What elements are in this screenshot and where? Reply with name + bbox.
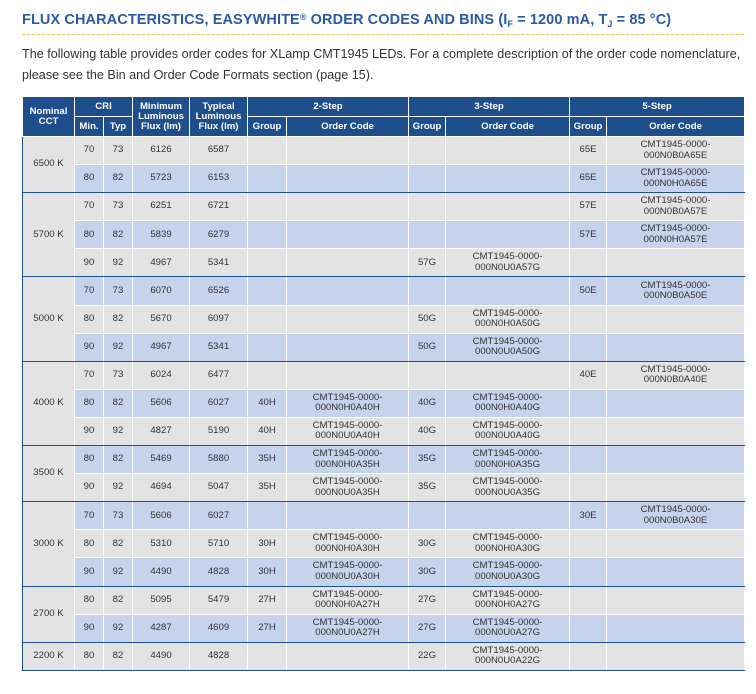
- step5-group-cell: [570, 333, 607, 361]
- min-flux-cell: 5670: [133, 305, 190, 333]
- cri-min-cell: 70: [75, 502, 104, 530]
- step5-group-cell: [570, 249, 607, 277]
- step3-order-code-cell: CMT1945-0000- 000N0U0A30G: [446, 558, 570, 586]
- typ-flux-cell: 5190: [190, 417, 248, 445]
- step5-group-cell: [570, 642, 607, 670]
- step2-order-code-cell: CMT1945-0000- 000N0U0A35H: [287, 474, 409, 502]
- step5-order-code-cell: CMT1945-0000- 000N0B0A65E: [607, 137, 745, 165]
- cri-min-cell: 90: [75, 417, 104, 445]
- table-row: [23, 417, 745, 445]
- step2-order-code-cell: CMT1945-0000- 000N0U0A40H: [287, 417, 409, 445]
- nominal-cct-cell: 6500 K: [23, 137, 75, 193]
- typ-flux-cell: 5880: [190, 446, 248, 474]
- step5-order-code-cell: CMT1945-0000- 000N0H0A57E: [607, 221, 745, 249]
- table-row: [23, 277, 745, 305]
- nominal-cct-cell: 5700 K: [23, 193, 75, 277]
- step3-group-cell: 22G: [409, 642, 446, 670]
- step2-group-cell: 40H: [248, 389, 287, 417]
- step3-group-cell: [409, 502, 446, 530]
- step2-group-cell: 40H: [248, 417, 287, 445]
- cri-typ-cell: 92: [104, 614, 133, 642]
- step5-order-code-cell: CMT1945-0000- 000N0B0A50E: [607, 277, 745, 305]
- step3-order-code-cell: CMT1945-0000- 000N0U0A35G: [446, 474, 570, 502]
- table-row: [23, 389, 745, 417]
- cri-min-cell: 90: [75, 614, 104, 642]
- step5-order-code-cell: CMT1945-0000- 000N0B0A30E: [607, 502, 745, 530]
- cri-min-cell: 80: [75, 165, 104, 193]
- step2-order-code-cell: [287, 221, 409, 249]
- step5-group-cell: [570, 446, 607, 474]
- step5-group-cell: [570, 305, 607, 333]
- cri-min-cell: 70: [75, 193, 104, 221]
- intro-paragraph: The following table provides order codes for XLamp CMT1945 LEDs. For a complete description of the order code nomenclature, please see the Bin and Order Code Formats section (page 15).: [22, 47, 741, 82]
- step3-group-cell: 35G: [409, 446, 446, 474]
- step5-group-cell: [570, 389, 607, 417]
- step2-group-cell: 30H: [248, 558, 287, 586]
- step3-group-cell: 50G: [409, 333, 446, 361]
- step3-order-code-cell: [446, 502, 570, 530]
- step5-order-code-cell: [607, 417, 745, 445]
- header-cri-min: Min.: [75, 117, 104, 137]
- step3-group-cell: 40G: [409, 417, 446, 445]
- step5-order-code-cell: CMT1945-0000- 000N0B0A40E: [607, 361, 745, 389]
- step2-order-code-cell: [287, 165, 409, 193]
- step2-group-cell: [248, 249, 287, 277]
- cri-min-cell: 90: [75, 474, 104, 502]
- step3-group-cell: [409, 137, 446, 165]
- step5-group-cell: [570, 474, 607, 502]
- cri-min-cell: 80: [75, 446, 104, 474]
- cri-typ-cell: 92: [104, 558, 133, 586]
- min-flux-cell: 4490: [133, 642, 190, 670]
- min-flux-cell: 6024: [133, 361, 190, 389]
- min-flux-cell: 5469: [133, 446, 190, 474]
- table-row: [23, 333, 745, 361]
- step2-order-code-cell: [287, 277, 409, 305]
- step3-group-cell: [409, 165, 446, 193]
- step3-order-code-cell: CMT1945-0000- 000N0U0A40G: [446, 417, 570, 445]
- min-flux-cell: 4490: [133, 558, 190, 586]
- table-row: [23, 614, 745, 642]
- table-row: [23, 249, 745, 277]
- cri-typ-cell: 82: [104, 305, 133, 333]
- step2-order-code-cell: [287, 361, 409, 389]
- table-row: [23, 642, 745, 670]
- cri-typ-cell: 82: [104, 586, 133, 614]
- step5-group-cell: 30E: [570, 502, 607, 530]
- table-body: [23, 137, 745, 671]
- cri-min-cell: 80: [75, 305, 104, 333]
- typ-flux-cell: 5479: [190, 586, 248, 614]
- typ-flux-cell: 6027: [190, 389, 248, 417]
- step5-group-cell: 65E: [570, 137, 607, 165]
- step2-order-code-cell: [287, 305, 409, 333]
- cri-typ-cell: 73: [104, 193, 133, 221]
- cri-min-cell: 70: [75, 137, 104, 165]
- table-row: [23, 305, 745, 333]
- step3-group-cell: [409, 277, 446, 305]
- typ-flux-cell: 5341: [190, 333, 248, 361]
- min-flux-cell: 6126: [133, 137, 190, 165]
- cri-typ-cell: 92: [104, 417, 133, 445]
- step3-order-code-cell: [446, 361, 570, 389]
- min-flux-cell: 5606: [133, 502, 190, 530]
- cri-min-cell: 90: [75, 558, 104, 586]
- step2-order-code-cell: [287, 249, 409, 277]
- typ-flux-cell: 6279: [190, 221, 248, 249]
- nominal-cct-cell: 2200 K: [23, 642, 75, 670]
- header-5-step-order-code: Order Code: [607, 117, 745, 137]
- step3-order-code-cell: [446, 277, 570, 305]
- step2-order-code-cell: CMT1945-0000- 000N0U0A30H: [287, 558, 409, 586]
- typ-flux-cell: 4828: [190, 558, 248, 586]
- table-row: [23, 193, 745, 221]
- cri-min-cell: 80: [75, 642, 104, 670]
- header-2-step: 2-Step: [248, 97, 409, 117]
- min-flux-cell: 5723: [133, 165, 190, 193]
- min-flux-cell: 6070: [133, 277, 190, 305]
- step3-order-code-cell: CMT1945-0000- 000N0U0A22G: [446, 642, 570, 670]
- step2-order-code-cell: CMT1945-0000- 000N0U0A27H: [287, 614, 409, 642]
- step3-order-code-cell: [446, 221, 570, 249]
- cri-typ-cell: 82: [104, 389, 133, 417]
- table-row: [23, 530, 745, 558]
- typ-flux-cell: 5047: [190, 474, 248, 502]
- cri-min-cell: 80: [75, 530, 104, 558]
- step2-order-code-cell: [287, 502, 409, 530]
- nominal-cct-cell: 4000 K: [23, 361, 75, 445]
- min-flux-cell: 6251: [133, 193, 190, 221]
- step3-order-code-cell: CMT1945-0000- 000N0H0A40G: [446, 389, 570, 417]
- nominal-cct-cell: 3000 K: [23, 502, 75, 586]
- cri-min-cell: 70: [75, 361, 104, 389]
- cri-typ-cell: 82: [104, 221, 133, 249]
- header-3-step: 3-Step: [409, 97, 570, 117]
- step5-order-code-cell: [607, 530, 745, 558]
- step3-group-cell: 30G: [409, 558, 446, 586]
- table-row: [23, 361, 745, 389]
- min-flux-cell: 4287: [133, 614, 190, 642]
- header-2-step-order-code: Order Code: [287, 117, 409, 137]
- step5-order-code-cell: [607, 446, 745, 474]
- min-flux-cell: 4827: [133, 417, 190, 445]
- step5-group-cell: 57E: [570, 193, 607, 221]
- step2-group-cell: [248, 305, 287, 333]
- header-2-step-group: Group: [248, 117, 287, 137]
- min-flux-cell: 4967: [133, 333, 190, 361]
- step5-order-code-cell: [607, 249, 745, 277]
- header-cri-typ: Typ: [104, 117, 133, 137]
- min-flux-cell: 4694: [133, 474, 190, 502]
- cri-typ-cell: 82: [104, 642, 133, 670]
- table-row: [23, 586, 745, 614]
- min-flux-cell: 5310: [133, 530, 190, 558]
- step5-group-cell: [570, 586, 607, 614]
- step2-group-cell: 27H: [248, 614, 287, 642]
- cri-min-cell: 90: [75, 333, 104, 361]
- step2-group-cell: [248, 361, 287, 389]
- step2-group-cell: [248, 502, 287, 530]
- header-cri: CRI: [75, 97, 133, 117]
- step2-group-cell: [248, 333, 287, 361]
- table-row: [23, 221, 745, 249]
- step5-group-cell: [570, 558, 607, 586]
- step2-order-code-cell: CMT1945-0000- 000N0H0A30H: [287, 530, 409, 558]
- step3-group-cell: [409, 221, 446, 249]
- typ-flux-cell: 5341: [190, 249, 248, 277]
- step3-order-code-cell: CMT1945-0000- 000N0U0A27G: [446, 614, 570, 642]
- step5-group-cell: [570, 614, 607, 642]
- table-row: [23, 474, 745, 502]
- step3-group-cell: [409, 193, 446, 221]
- step2-group-cell: 35H: [248, 446, 287, 474]
- step2-order-code-cell: [287, 193, 409, 221]
- header-3-step-order-code: Order Code: [446, 117, 570, 137]
- step3-group-cell: 50G: [409, 305, 446, 333]
- step3-group-cell: 27G: [409, 614, 446, 642]
- cri-min-cell: 80: [75, 389, 104, 417]
- step3-order-code-cell: [446, 193, 570, 221]
- nominal-cct-cell: 2700 K: [23, 586, 75, 642]
- typ-flux-cell: 4828: [190, 642, 248, 670]
- nominal-cct-cell: 3500 K: [23, 446, 75, 502]
- min-flux-cell: 5095: [133, 586, 190, 614]
- min-flux-cell: 5606: [133, 389, 190, 417]
- typ-flux-cell: 6027: [190, 502, 248, 530]
- table-row: [23, 558, 745, 586]
- table-row: [23, 446, 745, 474]
- order-codes-table: [22, 96, 745, 671]
- cri-min-cell: 80: [75, 586, 104, 614]
- step5-group-cell: 57E: [570, 221, 607, 249]
- cri-typ-cell: 92: [104, 474, 133, 502]
- step2-group-cell: [248, 165, 287, 193]
- step2-group-cell: 27H: [248, 586, 287, 614]
- typ-flux-cell: 4609: [190, 614, 248, 642]
- step3-order-code-cell: [446, 137, 570, 165]
- step5-order-code-cell: [607, 642, 745, 670]
- cri-typ-cell: 73: [104, 502, 133, 530]
- typ-flux-cell: 6587: [190, 137, 248, 165]
- table-row: [23, 165, 745, 193]
- step5-order-code-cell: [607, 305, 745, 333]
- step5-group-cell: 40E: [570, 361, 607, 389]
- step2-order-code-cell: CMT1945-0000- 000N0H0A40H: [287, 389, 409, 417]
- step3-group-cell: 27G: [409, 586, 446, 614]
- cri-typ-cell: 82: [104, 530, 133, 558]
- typ-flux-cell: 5710: [190, 530, 248, 558]
- header-5-step-group: Group: [570, 117, 607, 137]
- step5-group-cell: 50E: [570, 277, 607, 305]
- step5-order-code-cell: [607, 614, 745, 642]
- step2-group-cell: [248, 193, 287, 221]
- typ-flux-cell: 6153: [190, 165, 248, 193]
- table-row: [23, 137, 745, 165]
- step2-group-cell: [248, 277, 287, 305]
- nominal-cct-cell: 5000 K: [23, 277, 75, 361]
- step5-group-cell: 65E: [570, 165, 607, 193]
- page-title: FLUX CHARACTERISTICS, EASYWHITE® ORDER CODES AND BINS ($I_F = 1200$ mA, $T_J = 85$ °C): [22, 12, 744, 35]
- cri-typ-cell: 73: [104, 361, 133, 389]
- step5-order-code-cell: [607, 586, 745, 614]
- min-flux-cell: 4967: [133, 249, 190, 277]
- step2-order-code-cell: [287, 137, 409, 165]
- step5-order-code-cell: [607, 333, 745, 361]
- step3-order-code-cell: CMT1945-0000- 000N0H0A27G: [446, 586, 570, 614]
- typ-flux-cell: 6097: [190, 305, 248, 333]
- step2-group-cell: 35H: [248, 474, 287, 502]
- step2-order-code-cell: CMT1945-0000- 000N0H0A27H: [287, 586, 409, 614]
- step2-group-cell: 30H: [248, 530, 287, 558]
- cri-typ-cell: 82: [104, 446, 133, 474]
- step3-order-code-cell: CMT1945-0000- 000N0H0A35G: [446, 446, 570, 474]
- step5-order-code-cell: [607, 389, 745, 417]
- typ-flux-cell: 6721: [190, 193, 248, 221]
- step5-order-code-cell: [607, 474, 745, 502]
- cri-typ-cell: 92: [104, 333, 133, 361]
- step2-order-code-cell: [287, 642, 409, 670]
- step5-order-code-cell: [607, 558, 745, 586]
- header-nominal-cct: Nominal CCT: [23, 97, 75, 137]
- step3-order-code-cell: [446, 165, 570, 193]
- step3-group-cell: 35G: [409, 474, 446, 502]
- min-flux-cell: 5839: [133, 221, 190, 249]
- table-row: [23, 502, 745, 530]
- cri-typ-cell: 82: [104, 165, 133, 193]
- step5-order-code-cell: CMT1945-0000- 000N0B0A57E: [607, 193, 745, 221]
- step2-group-cell: [248, 221, 287, 249]
- step2-group-cell: [248, 137, 287, 165]
- step3-order-code-cell: CMT1945-0000- 000N0U0A50G: [446, 333, 570, 361]
- cri-min-cell: 90: [75, 249, 104, 277]
- header-typ-flux: Typical Luminous Flux (lm): [190, 97, 248, 137]
- header-min-flux: Minimum Luminous Flux (lm): [133, 97, 190, 137]
- step5-group-cell: [570, 417, 607, 445]
- step3-group-cell: [409, 361, 446, 389]
- typ-flux-cell: 6526: [190, 277, 248, 305]
- step3-group-cell: 30G: [409, 530, 446, 558]
- cri-min-cell: 70: [75, 277, 104, 305]
- step5-order-code-cell: CMT1945-0000- 000N0H0A65E: [607, 165, 745, 193]
- step3-order-code-cell: CMT1945-0000- 000N0U0A57G: [446, 249, 570, 277]
- step5-group-cell: [570, 530, 607, 558]
- cri-typ-cell: 73: [104, 137, 133, 165]
- step3-order-code-cell: CMT1945-0000- 000N0H0A30G: [446, 530, 570, 558]
- step3-group-cell: 57G: [409, 249, 446, 277]
- step2-group-cell: [248, 642, 287, 670]
- cri-typ-cell: 73: [104, 277, 133, 305]
- cri-min-cell: 80: [75, 221, 104, 249]
- step2-order-code-cell: [287, 333, 409, 361]
- header-3-step-group: Group: [409, 117, 446, 137]
- header-5-step: 5-Step: [570, 97, 745, 117]
- cri-typ-cell: 92: [104, 249, 133, 277]
- step3-order-code-cell: CMT1945-0000- 000N0H0A50G: [446, 305, 570, 333]
- step2-order-code-cell: CMT1945-0000- 000N0H0A35H: [287, 446, 409, 474]
- step3-group-cell: 40G: [409, 389, 446, 417]
- typ-flux-cell: 6477: [190, 361, 248, 389]
